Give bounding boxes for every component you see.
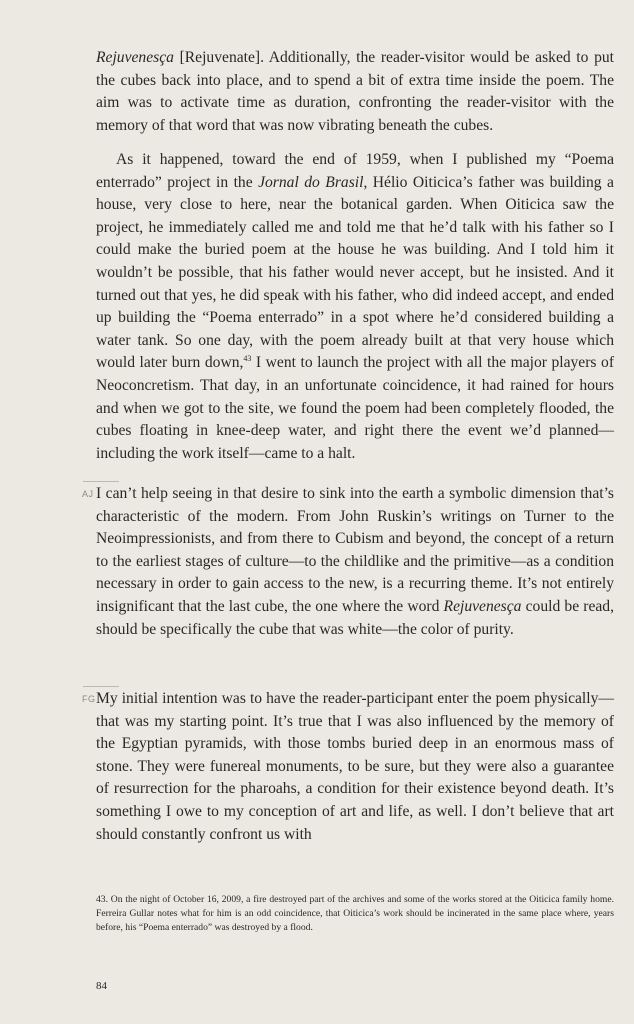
newspaper-title: Jornal do Brasil xyxy=(258,173,364,191)
fg-paragraph xyxy=(96,688,614,846)
section-divider xyxy=(83,686,119,687)
section-divider xyxy=(83,481,119,482)
italic-word: Rejuvenesça xyxy=(96,49,174,66)
italic-word: Rejuvenesça xyxy=(443,597,522,615)
page-number: 84 xyxy=(96,980,107,992)
speaker-label-fg: FG xyxy=(82,694,96,704)
paragraph-text: I can’t help seeing in that desire to sink into the earth a symbolic dimension that’s characteristic of the modern. From John Ruskin’s writings on Turner to the Neoimpressionists, and from there to Cubism and beyond, the concept of a return to the earliest stages of culture—to the childlike and the primitive—as a condition necessary in order to gain access to the new, is a recurring theme. It’s not entirely insignificant that the last cube, the one where the word Rejuvenesça could be read, should be specifically the cube that was white—the color of purity. xyxy=(96,485,614,638)
story-paragraph xyxy=(96,149,614,465)
footnote: 43. On the night of October 16, 2009, a fire destroyed part of the archives and some of the works stored at the Oiticica family home. Ferreira Gullar notes what for him is an odd coincidence, that Oiticica’s work should be incinerated in the same place where, years before, his “Poema enterrado” was destroyed by a flood. xyxy=(96,894,614,933)
continuation-paragraph xyxy=(96,47,614,137)
speaker-label-aj: AJ xyxy=(82,489,94,499)
paragraph-text: My initial intention was to have the reader-participant enter the poem physically—that was my starting point. It’s true that I was also influenced by the memory of the Egyptian pyramids, with those tombs buried deep in an enormous mass of stone. They were funereal monuments, to be sure, but they were also a guarantee of resurrection for the pharoahs, a condition for their existence beyond death. It’s something I owe to my conception of art and life, as well. I don’t believe that art should constantly confront us with xyxy=(96,690,614,843)
paragraph-text: As it happened, toward the end of 1959, when I published my “Poema enterrado” project in the Jornal do Brasil, Hélio Oiticica’s father was building a house, very close to here, near the botanical garden. When Oiticica saw the project, he immediately called me and told me that he’d talk with his father so I could make the buried poem at the house he was building. And I told him it wouldn’t be possible, that his father would never accept, but he insisted. And it turned out that yes, he did speak with his father, who did indeed accept, and ended up building the “Poema enterrado” in a spot where he’d considered building a water tank. So one day, with the poem already built at that very house which would later burn down,$^{43}$ I went to launch the project with all the major players of Neoconcretism. That day, in an unfortunate coincidence, it had rained for hours and when we got to the site, we found the poem had been completely flooded, the cubes floating in knee-deep water, and right there the event we’d planned—including the work itself—came to a halt. xyxy=(96,151,615,462)
footnote-reference[interactable]: 43 xyxy=(243,354,252,364)
aj-paragraph xyxy=(96,483,614,641)
paragraph-text: Rejuvenesça [Rejuvenate]. Additionally, the reader-visitor would be asked to put the cubes back into place, and to spend a bit of extra time inside the poem. The aim was to activate time as duration, confronting the reader-visitor with the memory of that word that was now vibrating beneath the cubes. xyxy=(96,49,614,134)
